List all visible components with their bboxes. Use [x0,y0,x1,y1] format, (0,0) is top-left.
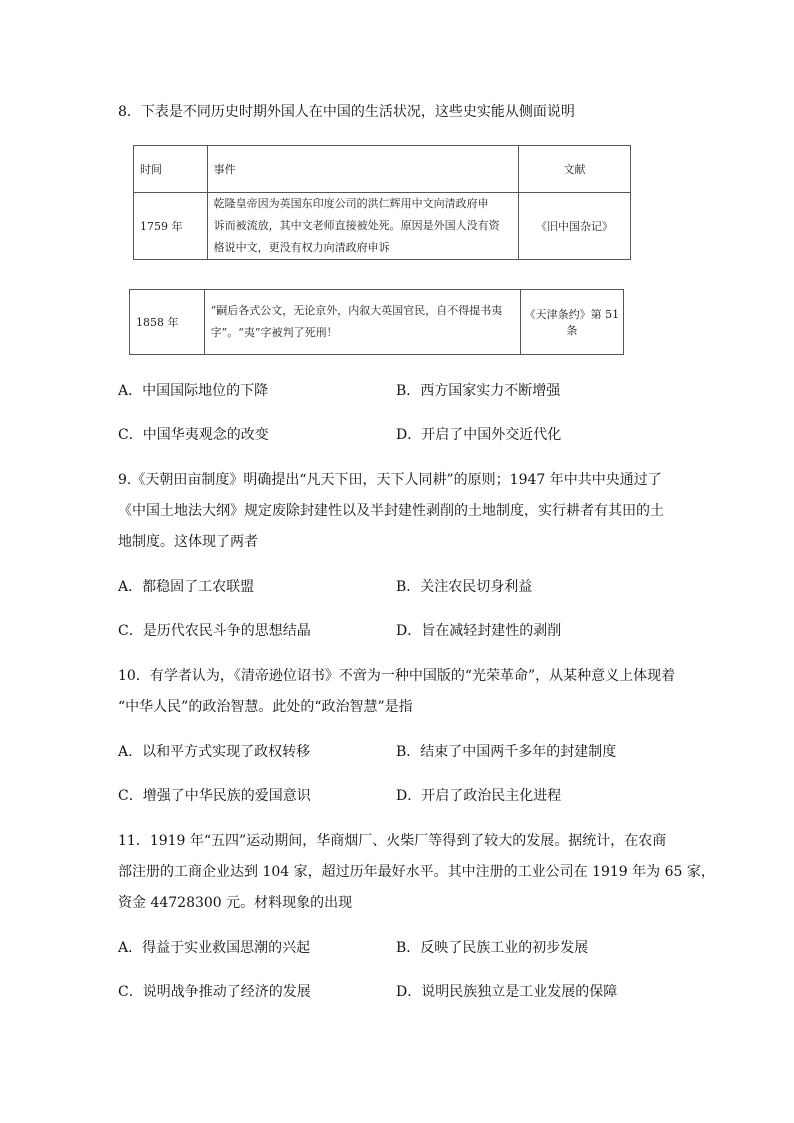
event-line: 诉而被流放，其中文老师直接被处死。原因是外国人没有资 [213,219,500,232]
q11-option-a[interactable]: A．得益于实业救国思潮的兴起 [118,940,311,956]
table-cell-source: 《天津条约》第 51 条 [520,290,623,355]
q8-stem: 8．下表是不同历史时期外国人在中国的生活状况，这些史实能从侧面说明 [118,104,575,120]
q8-option-b[interactable]: B．西方国家实力不断增强 [396,383,561,399]
q10-option-a[interactable]: A．以和平方式实现了政权转移 [118,744,311,760]
q8-table-2 [129,289,624,355]
q9-option-a[interactable]: A．都稳固了工农联盟 [118,579,255,595]
table-cell-source: 《旧中国杂记》 [519,193,631,260]
q11-option-d[interactable]: D．说明民族独立是工业发展的保障 [396,984,618,1000]
q9-option-c[interactable]: C．是历代农民斗争的思想结晶 [118,623,311,639]
table-header-source: 文献 [519,146,631,193]
q10-stem-line: 10．有学者认为，《清帝逊位诏书》不啻为一种中国版的“光荣革命”，从某种意义上体现着 [118,668,676,684]
event-line: 乾隆皇帝因为英国东印度公司的洪仁辉用中文向清政府申 [213,197,489,210]
q10-option-b[interactable]: B．结束了中国两千多年的封建制度 [396,744,617,760]
q9-stem-line: 《中国土地法大纲》规定废除封建性以及半封建性剥削的土地制度，实行耕者有其田的土 [118,503,664,519]
q10-option-d[interactable]: D．开启了政治民主化进程 [396,788,562,804]
q8-table-1 [133,145,631,260]
q8-option-a[interactable]: A．中国国际地位的下降 [118,383,269,399]
event-line: 字”。“夷”字被判了死刑！ [210,326,338,339]
q10-option-c[interactable]: C．增强了中华民族的爱国意识 [118,788,311,804]
event-line: “嗣后各式公文，无论京外，内叙大英国官民，自不得提书夷 [210,304,503,317]
q10-stem-line: “中华人民”的政治智慧。此处的“政治智慧”是指 [118,699,413,715]
table-header-event: 事件 [207,146,519,193]
q9-option-d[interactable]: D．旨在减轻封建性的剥削 [396,623,562,639]
table-header-time: 时间 [134,146,208,193]
q11-stem-line: 资金 44728300 元。材料现象的出现 [118,895,353,911]
q9-stem-line: 地制度。这体现了两者 [118,534,258,550]
table-cell-event [207,193,519,260]
q11-stem-line: 11．1919 年“五四”运动期间，华商烟厂、火柴厂等得到了较大的发展。据统计，在农商 [118,833,667,849]
q8-option-d[interactable]: D．开启了中国外交近代化 [396,427,562,443]
q8-option-c[interactable]: C．中国华夷观念的改变 [118,427,269,443]
q11-option-b[interactable]: B．反映了民族工业的初步发展 [396,940,589,956]
q9-option-b[interactable]: B．关注农民切身利益 [396,579,533,595]
q11-option-c[interactable]: C．说明战争推动了经济的发展 [118,984,311,1000]
event-line: 格说中文，更没有权力向清政府申诉 [213,241,390,254]
table-cell-time: 1858 年 [130,290,205,355]
q11-stem-line: 部注册的工商企业达到 104 家，超过历年最好水平。其中注册的工业公司在 1919 年为 65 家， [118,864,715,880]
q9-stem-line: 9.《天朝田亩制度》明确提出“凡天下田，天下人同耕”的原则；1947 年中共中央通过了 [118,472,662,488]
table-cell-event [204,290,520,355]
table-cell-time: 1759 年 [134,193,208,260]
